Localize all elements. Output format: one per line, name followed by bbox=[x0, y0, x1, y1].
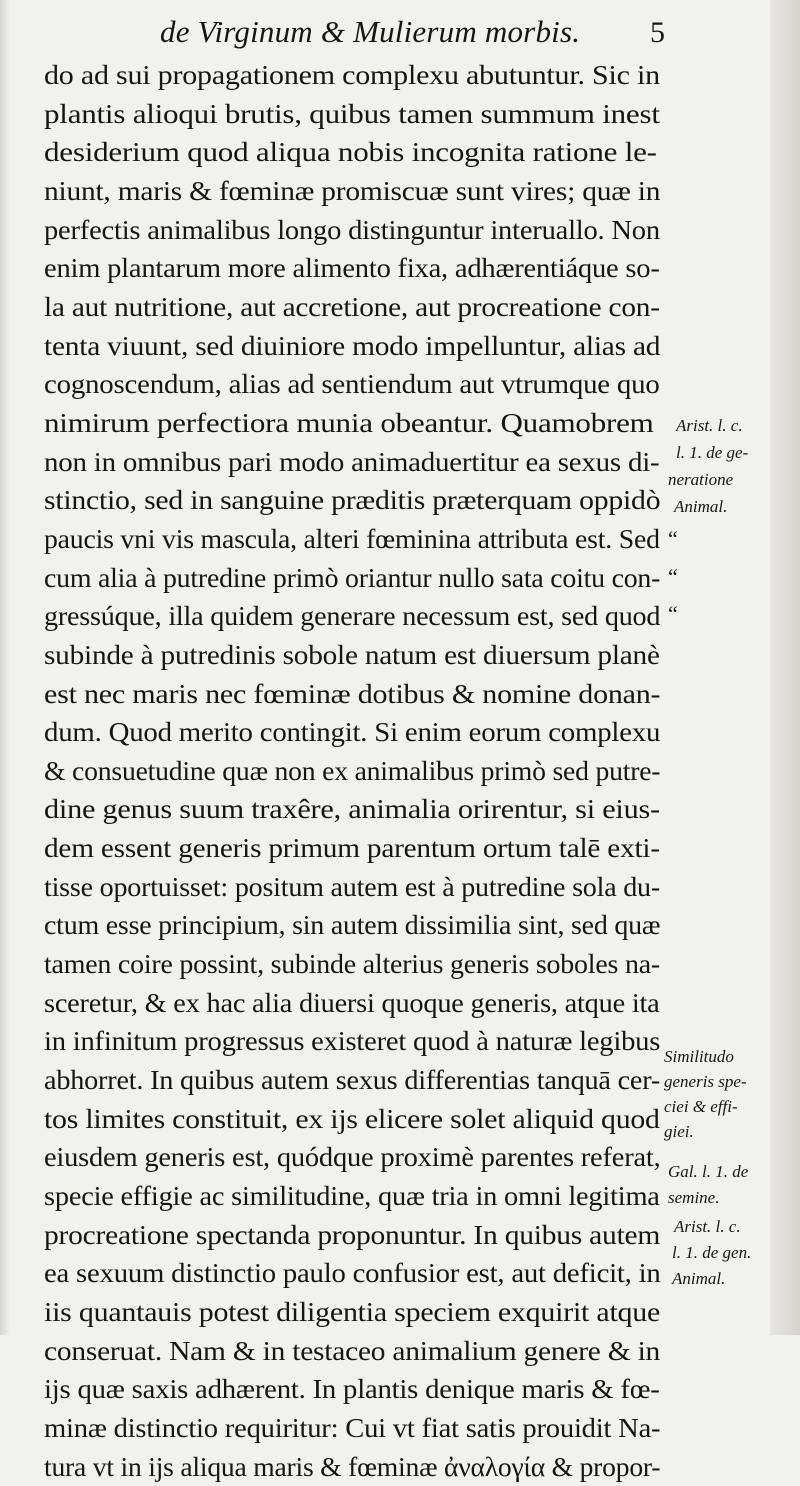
text-line: dem essent generis primum parentum ortum talē exti- bbox=[44, 833, 660, 864]
text-line: tenta viuunt, sed diuiniore modo impelluntur, alias ad bbox=[44, 330, 661, 361]
margin-note-aristotle-2-line: l. 1. de gen. bbox=[672, 1243, 752, 1262]
text-line: dum. Quod merito contingit. Si enim eorum complexu bbox=[44, 717, 661, 748]
margin-note-aristotle-2-line: Animal. bbox=[672, 1269, 726, 1288]
text-line: stinctio, sed in sanguine præditis præterquam oppidò bbox=[44, 485, 661, 516]
text-line: tamen coire possint, subinde alterius generis soboles na- bbox=[44, 949, 660, 980]
facing-page-edge bbox=[770, 0, 800, 1335]
text-line: cognoscendum, alias ad sentiendum aut vtrumque quo bbox=[44, 369, 660, 400]
margin-note-galen-line: Gal. l. 1. de bbox=[668, 1162, 749, 1181]
margin-note-aristotle-1-line: Arist. l. c. bbox=[676, 416, 743, 435]
text-line: minæ distinctio requiritur: Cui vt fiat satis prouidit Na- bbox=[44, 1412, 661, 1443]
text-line: niunt, maris & fœminæ promiscuæ sunt vires; quæ in bbox=[44, 175, 661, 206]
body-text bbox=[44, 56, 660, 1486]
margin-quote-mark: “ bbox=[668, 564, 678, 589]
text-line: enim plantarum more alimento fixa, adhærentiáque so- bbox=[44, 253, 660, 284]
margin-note-aristotle-2-line: Arist. l. c. bbox=[674, 1217, 741, 1236]
margin-note-similitudo-line: Similitudo bbox=[664, 1047, 734, 1066]
margin-note-galen-line: semine. bbox=[668, 1188, 720, 1207]
text-line: tura vt in ijs aliqua maris & fœminæ ἀναλογία & propor- bbox=[44, 1451, 661, 1482]
text-line: plantis alioqui brutis, quibus tamen summum inest bbox=[44, 98, 660, 129]
text-line: est nec maris nec fœminæ dotibus & nomine donan- bbox=[44, 678, 661, 709]
text-line: perfectis animalibus longo distinguntur interuallo. Non bbox=[44, 214, 660, 245]
text-line: ea sexuum distinctio paulo confusior est, aut deficit, in bbox=[44, 1258, 661, 1289]
margin-quote-mark: “ bbox=[668, 526, 678, 551]
margin-quote-mark: “ bbox=[668, 601, 678, 626]
running-title: de Virginum & Mulierum morbis. bbox=[160, 14, 581, 49]
page-number: 5 bbox=[650, 16, 665, 49]
text-line: specie effigie ac similitudine, quæ tria in omni legitima bbox=[44, 1181, 660, 1212]
text-line: do ad sui propagationem complexu abutuntur. Sic in bbox=[44, 60, 660, 90]
text-line: cum alia à putredine primò oriantur nullo sata coitu con- bbox=[44, 562, 661, 593]
text-line: ctum esse principium, sin autem dissimilia sint, sed quæ bbox=[44, 910, 661, 941]
margin-note-aristotle-1-line: l. 1. de ge- bbox=[676, 443, 749, 462]
margin-note-similitudo-line: giei. bbox=[664, 1122, 694, 1141]
text-line: conseruat. Nam & in testaceo animalium genere & in bbox=[44, 1335, 661, 1366]
margin-note-aristotle-1-line: neratione bbox=[668, 470, 734, 489]
margin-note-aristotle-1-line: Animal. bbox=[674, 497, 728, 516]
gutter-shadow bbox=[0, 0, 10, 1335]
text-line: non in omnibus pari modo animaduertitur ea sexus di- bbox=[44, 446, 660, 477]
text-line: in infinitum progressus existeret quod à naturæ legibus bbox=[44, 1026, 661, 1057]
text-line: ijs quæ saxis adhærent. In plantis denique maris & fœ- bbox=[44, 1374, 660, 1405]
text-line: procreatione spectanda proponuntur. In quibus autem bbox=[44, 1219, 661, 1250]
margin-notes bbox=[662, 0, 772, 1335]
text-line: sceretur, & ex hac alia diuersi quoque generis, atque ita bbox=[44, 987, 660, 1018]
margin-note-similitudo-line: generis spe- bbox=[664, 1072, 747, 1091]
text-line: desiderium quod aliqua nobis incognita ratione le- bbox=[44, 137, 657, 168]
text-line: paucis vni vis mascula, alteri fœminina attributa est. Sed bbox=[44, 523, 660, 554]
text-line: tos limites constituit, ex ijs elicere solet aliquid quod bbox=[44, 1103, 660, 1134]
text-line: abhorret. In quibus autem sexus differentias tanquā cer- bbox=[44, 1065, 661, 1096]
margin-note-similitudo-line: ciei & effi- bbox=[664, 1097, 738, 1116]
text-line: gressúque, illa quidem generare necessum est, sed quod bbox=[44, 601, 661, 632]
text-line: & consuetudine quæ non ex animalibus primò sed putre- bbox=[44, 755, 661, 786]
text-line: dine genus suum traxêre, animalia orirentur, si eius- bbox=[44, 794, 660, 825]
text-line: subinde à putredinis sobole natum est diuersum planè bbox=[44, 639, 660, 670]
text-line: nimirum perfectiora munia obeantur. Quamobrem bbox=[44, 407, 654, 438]
text-line: iis quantauis potest diligentia speciem exquirit atque bbox=[44, 1297, 661, 1327]
text-line: eiusdem generis est, quódque proximè parentes referat, bbox=[44, 1142, 661, 1173]
text-line: la aut nutritione, aut accretione, aut procreatione con- bbox=[44, 291, 660, 322]
text-line: tisse oportuisset: positum autem est à putredine sola du- bbox=[44, 871, 661, 902]
